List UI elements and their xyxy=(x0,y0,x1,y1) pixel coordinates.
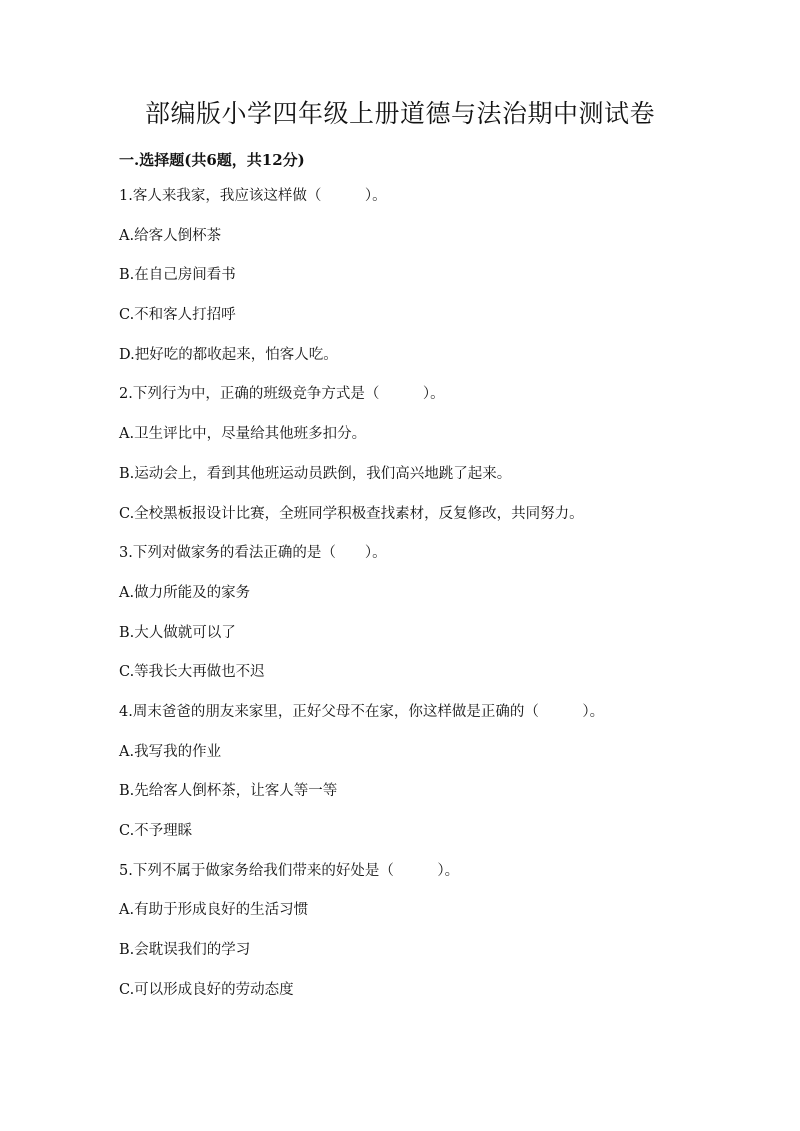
section-heading: 一.选择题(共6题，共12分) xyxy=(119,151,305,169)
question-2-option-c: C.全校黑板报设计比赛，全班同学积极查找素材，反复修改，共同努力。 xyxy=(119,505,584,522)
question-1-option-d: D.把好吃的都收起来，怕客人吃。 xyxy=(119,346,338,363)
question-4-option-c: C.不予理睬 xyxy=(119,823,193,839)
question-3-stem: 3.下列对做家务的看法正确的是（ ）。 xyxy=(119,545,387,562)
question-1-stem: 1.客人来我家，我应该这样做（ ）。 xyxy=(119,188,387,204)
question-2-stem: 2.下列行为中，正确的班级竞争方式是（ ）。 xyxy=(119,386,445,403)
question-3-option-a: A.做力所能及的家务 xyxy=(119,584,251,601)
question-5-stem: 5.下列不属于做家务给我们带来的好处是（ ）。 xyxy=(119,862,460,879)
question-1-option-b: B.在自己房间看书 xyxy=(119,267,236,284)
question-4-option-a: A.我写我的作业 xyxy=(119,743,222,760)
question-5-option-a: A.有助于形成良好的生活习惯 xyxy=(119,902,309,919)
page-title: 部编版小学四年级上册道德与法治期中测试卷 xyxy=(144,99,655,128)
question-4-option-b: B.先给客人倒杯茶，让客人等一等 xyxy=(119,783,338,800)
question-list xyxy=(119,186,719,1019)
question-4-stem: 4.周末爸爸的朋友来家里，正好父母不在家，你这样做是正确的（ ）。 xyxy=(119,703,605,720)
question-1-option-c: C.不和客人打招呼 xyxy=(119,307,236,324)
question-1-option-a: A.给客人倒杯茶 xyxy=(119,227,222,244)
question-3-option-b: B.大人做就可以了 xyxy=(119,624,236,641)
question-2-option-a: A.卫生评比中，尽量给其他班多扣分。 xyxy=(119,426,367,443)
question-5-option-b: B.会耽误我们的学习 xyxy=(119,942,251,959)
question-3-option-c: C.等我长大再做也不迟 xyxy=(119,664,265,681)
question-5-option-c: C.可以形成良好的劳动态度 xyxy=(119,981,294,998)
question-2-option-b: B.运动会上，看到其他班运动员跌倒，我们高兴地跳了起来。 xyxy=(119,465,512,482)
